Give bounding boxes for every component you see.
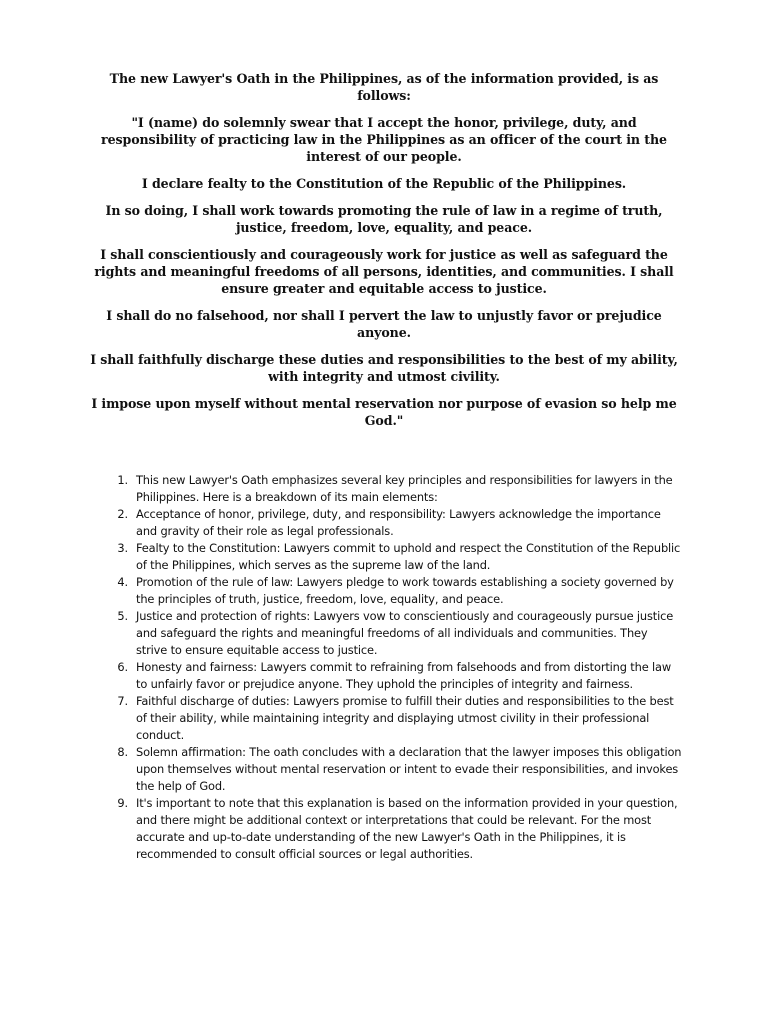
list-number: 8. [117,745,128,759]
list-number: 4. [117,575,128,589]
list-number: 6. [117,660,128,674]
list-text: Faithful discharge of duties: Lawyers promise to fulfill their duties and responsibilities to the best of their ability, while maintaining integrity and displaying utmost civility in their professional conduct. [136,694,674,742]
oath-paragraph: I declare fealty to the Constitution of the Republic of the Philippines. [141,176,627,191]
list-text: Fealty to the Constitution: Lawyers commit to uphold and respect the Constitution of the Republic of the Philippines, which serves as the supreme law of the land. [136,541,681,572]
list-number: 1. [117,473,128,487]
list-text: It's important to note that this explanation is based on the information provided in your question, and there might be additional context or interpretations that could be relevant. For the most accurate and up-to-date understanding of the new Lawyer's Oath in the Philippines, it is recommended to consult official sources or legal authorities. [136,796,678,861]
list-number: 2. [117,507,128,521]
intro-paragraph: The new Lawyer's Oath in the Philippines, as of the information provided, is as follows: [109,71,659,103]
oath-paragraph: I shall conscientiously and courageously work for justice as well as safeguard the rights and meaningful freedoms of all persons, identities, and communities. I shall ensure greater and equitable access to justice. [94,247,674,296]
list-item [108,472,682,506]
oath-paragraph: I shall do no falsehood, nor shall I pervert the law to unjustly favor or prejudice anyone. [106,308,662,340]
list-text: Justice and protection of rights: Lawyers vow to conscientiously and courageously pursue justice and safeguard the rights and meaningful freedoms of all individuals and communities. They strive to ensure equitable access to justice. [136,609,674,657]
list-text: Honesty and fairness: Lawyers commit to refraining from falsehoods and from distorting the law to unfairly favor or prejudice anyone. They uphold the principles of integrity and fairness. [136,660,672,691]
list-item [108,574,682,608]
list-number: 5. [117,609,128,623]
list-item [108,693,682,744]
list-item [108,608,682,659]
list-item [108,744,682,795]
list-item [108,540,682,574]
list-text: This new Lawyer's Oath emphasizes several key principles and responsibilities for lawyers in the Philippines. Here is a breakdown of its main elements: [136,473,673,504]
list-number: 9. [117,796,128,810]
oath-paragraph: In so doing, I shall work towards promoting the rule of law in a regime of truth, justice, freedom, love, equality, and peace. [105,203,663,235]
list-number: 7. [117,694,128,708]
list-text: Solemn affirmation: The oath concludes with a declaration that the lawyer imposes this obligation upon themselves without mental reservation or intent to evade their responsibilities, and invokes the help of God. [136,745,682,793]
oath-paragraph: I shall faithfully discharge these duties and responsibilities to the best of my ability, with integrity and utmost civility. [90,352,678,384]
explanation-list [108,472,682,863]
list-text: Acceptance of honor, privilege, duty, and responsibility: Lawyers acknowledge the importance and gravity of their role as legal professionals. [136,507,661,538]
oath-section [86,70,682,439]
oath-paragraph: I impose upon myself without mental reservation nor purpose of evasion so help me God." [91,396,677,428]
list-item [108,659,682,693]
list-item [108,506,682,540]
list-number: 3. [117,541,128,555]
list-item [108,795,682,863]
list-text: Promotion of the rule of law: Lawyers pledge to work towards establishing a society governed by the principles of truth, justice, freedom, love, equality, and peace. [136,575,674,606]
oath-paragraph: "I (name) do solemnly swear that I accept the honor, privilege, duty, and responsibility of practicing law in the Philippines as an officer of the court in the interest of our people. [101,115,667,164]
